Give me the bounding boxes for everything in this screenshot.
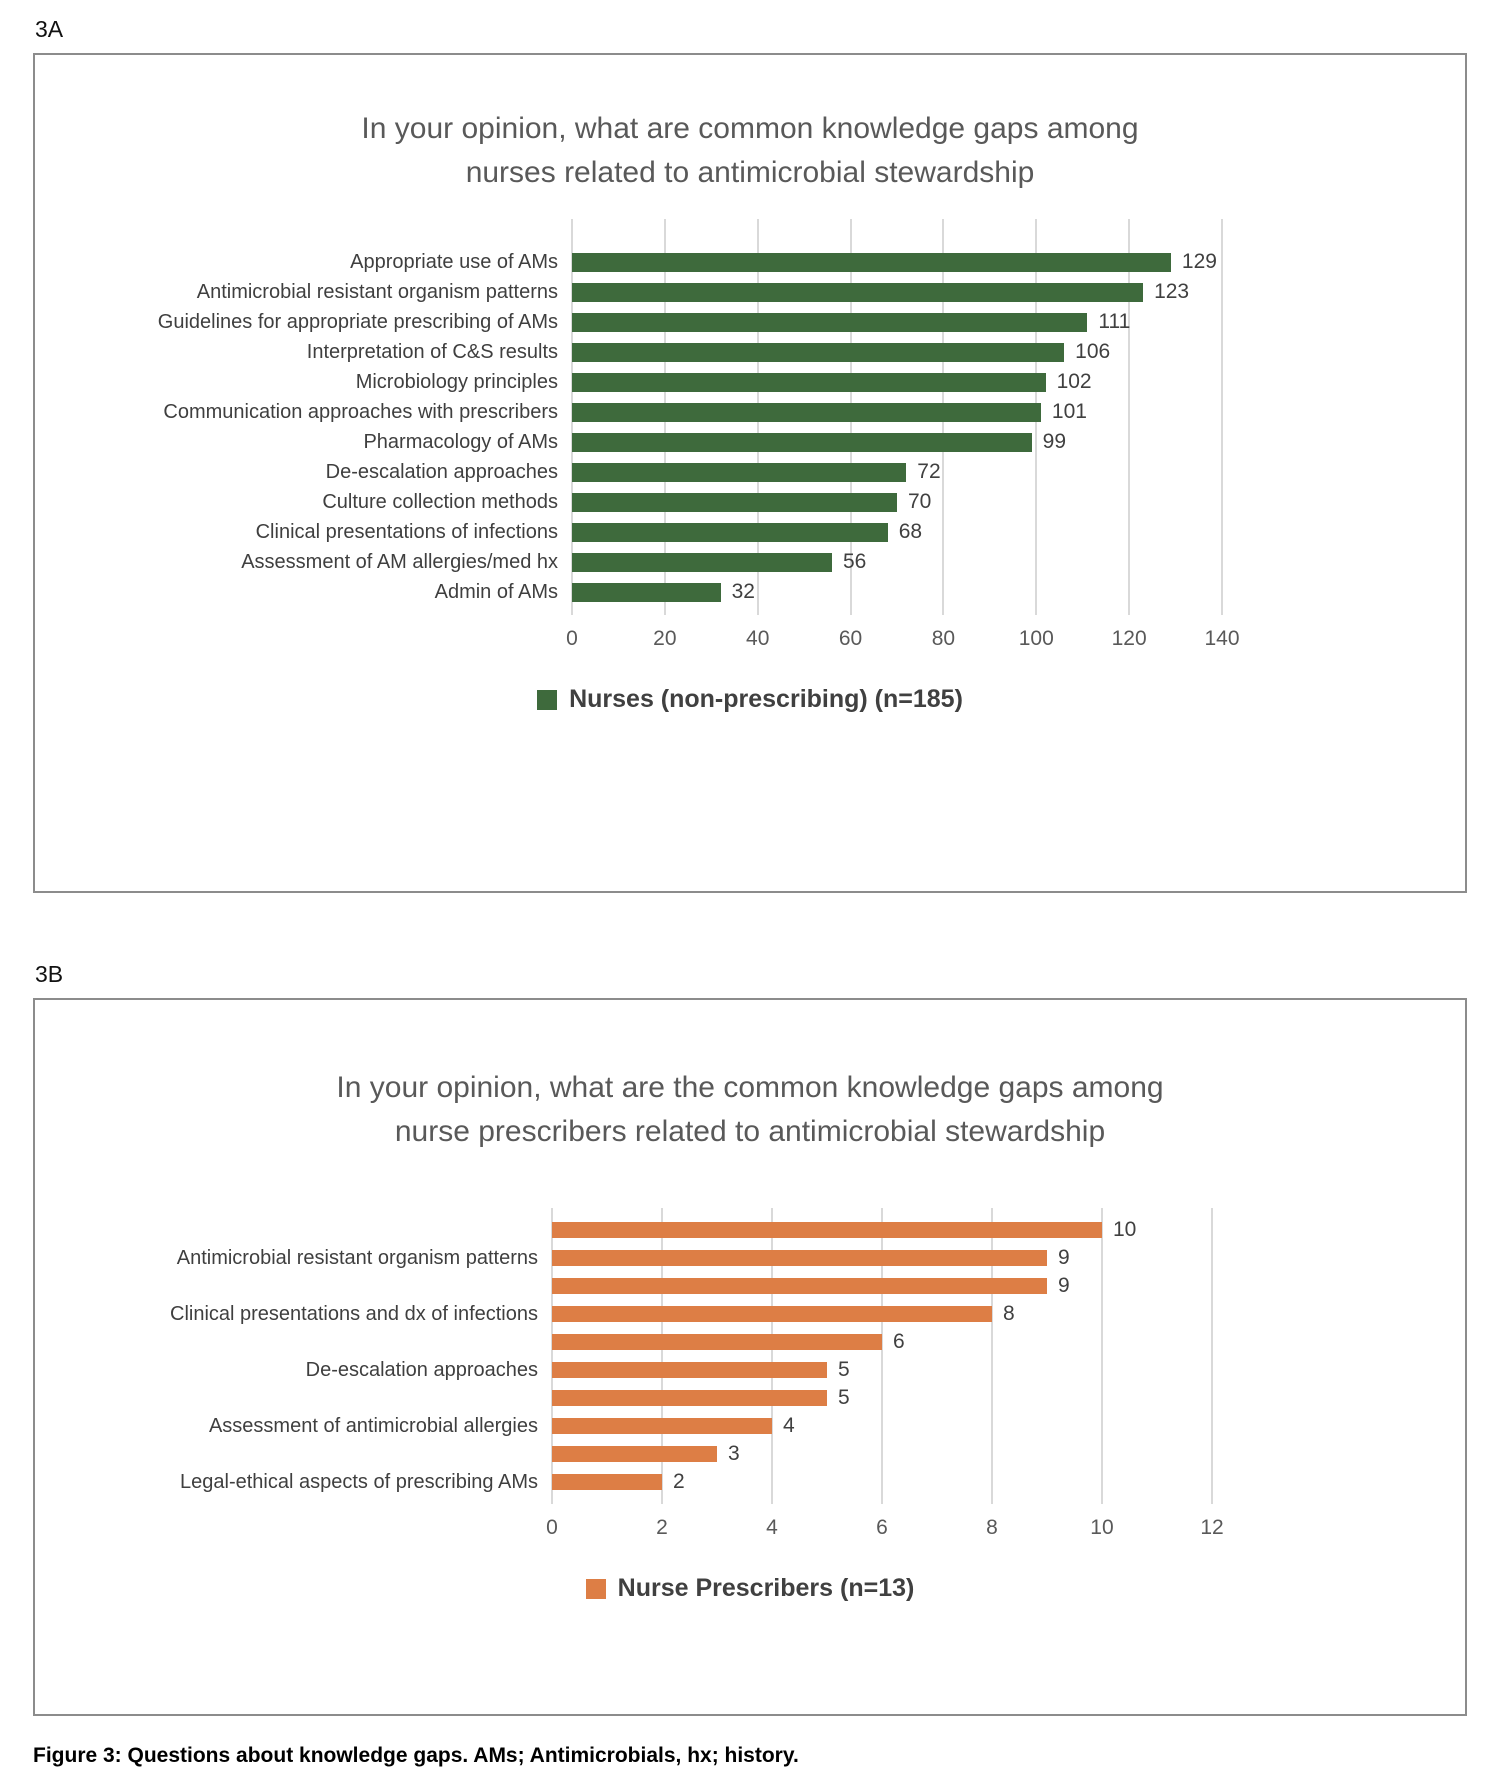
bar-track (572, 490, 1222, 514)
value-label: 5 (838, 1358, 850, 1381)
bar (572, 583, 721, 602)
bar-row (35, 277, 1465, 307)
legend-swatch (537, 690, 557, 710)
chart-a (35, 219, 1465, 663)
bar-row (35, 1384, 1465, 1412)
legend-label: Nurses (non-prescribing) (n=185) (569, 685, 963, 713)
bar-row (35, 517, 1465, 547)
x-axis-tick: 4 (766, 1516, 778, 1539)
chart-b (35, 1208, 1465, 1552)
bar-track (572, 460, 1222, 484)
x-axis-tick: 10 (1090, 1516, 1114, 1539)
bar-track (552, 1218, 1212, 1242)
x-axis-tick: 8 (986, 1516, 998, 1539)
category-label: Microbiology principles (355, 370, 558, 393)
bar-row (35, 1440, 1465, 1468)
category-label: Assessment of AM allergies/med hx (241, 550, 558, 573)
bar-row (35, 1468, 1465, 1496)
bar (552, 1390, 827, 1406)
bar (572, 283, 1143, 302)
bar-row (35, 427, 1465, 457)
bar-row (35, 1412, 1465, 1440)
bar-track (552, 1274, 1212, 1298)
category-label: Clinical presentations of infections (255, 520, 558, 543)
category-label: Antimicrobial resistant organism patterns (176, 1246, 538, 1269)
bar (572, 253, 1171, 272)
bar-track (572, 580, 1222, 604)
value-label: 111 (1098, 310, 1131, 333)
legend-label: Nurse Prescribers (n=13) (617, 1574, 915, 1602)
bar-row (35, 247, 1465, 277)
category-label: Assessment of antimicrobial allergies (208, 1414, 538, 1437)
legend-swatch (586, 1579, 606, 1599)
x-axis-tick: 140 (1204, 627, 1240, 650)
value-label: 101 (1051, 400, 1087, 423)
bar (572, 493, 897, 512)
category-label: De-escalation approaches (305, 1358, 538, 1381)
bar-row (35, 1356, 1465, 1384)
bar-track (552, 1442, 1212, 1466)
bar (552, 1474, 662, 1490)
category-label: Guidelines for appropriate prescribing of AMs (157, 310, 558, 333)
x-axis-tick: 120 (1111, 627, 1147, 650)
bar (552, 1362, 827, 1378)
chart-a-title: In your opinion, what are common knowledge gaps among nurses related to antimicrobial stewardship (361, 112, 1139, 189)
category-label: Admin of AMs (434, 580, 558, 603)
bar (552, 1222, 1102, 1238)
bar-track (552, 1386, 1212, 1410)
bar (552, 1278, 1047, 1294)
x-axis-tick: 6 (876, 1516, 888, 1539)
bar (572, 463, 906, 482)
bar-row (35, 1244, 1465, 1272)
category-label: Culture collection methods (322, 490, 558, 513)
value-label: 32 (731, 580, 755, 603)
category-label: Communication approaches with prescribers (163, 400, 558, 423)
x-axis-tick: 0 (546, 1516, 558, 1539)
value-label: 106 (1075, 340, 1111, 363)
bar (572, 373, 1046, 392)
bar-track (552, 1414, 1212, 1438)
bar (552, 1418, 772, 1434)
bar-row (35, 307, 1465, 337)
chart-b-title: In your opinion, what are the common knowledge gaps among nurse prescribers related to antimicrobial stewardship (336, 1071, 1164, 1148)
bar-row (35, 1300, 1465, 1328)
bar-track (552, 1358, 1212, 1382)
x-axis-tick: 40 (746, 627, 770, 650)
bar-track (572, 280, 1222, 304)
x-axis-tick: 60 (838, 627, 863, 650)
value-label: 6 (893, 1330, 905, 1353)
bar (552, 1250, 1047, 1266)
bar-row (35, 1216, 1465, 1244)
bar-row (35, 547, 1465, 577)
bar (572, 553, 832, 572)
chart-b-legend (35, 1574, 1465, 1603)
bar (552, 1334, 882, 1350)
bar-track (572, 550, 1222, 574)
figure-caption: Figure 3: Questions about knowledge gaps. AMs; Antimicrobials, hx; history. (33, 1744, 799, 1767)
panel-b-label: 3B (35, 961, 64, 987)
value-label: 4 (783, 1414, 795, 1437)
x-axis-tick: 100 (1018, 627, 1054, 650)
x-axis-tick: 20 (653, 627, 677, 650)
bar-row (35, 457, 1465, 487)
bar (552, 1306, 992, 1322)
category-label: Pharmacology of AMs (363, 430, 558, 453)
bar-track (552, 1246, 1212, 1270)
bar-row (35, 337, 1465, 367)
category-label: Clinical presentations and dx of infections (170, 1302, 538, 1325)
x-axis-tick: 2 (656, 1516, 668, 1539)
value-label: 123 (1154, 280, 1190, 303)
chart-a-rows (35, 219, 1465, 615)
category-label: Interpretation of C&S results (306, 340, 558, 363)
panel-b (33, 998, 1467, 1716)
bar (552, 1446, 717, 1462)
bar-track (572, 250, 1222, 274)
x-axis-tick: 12 (1200, 1516, 1224, 1539)
chart-b-rows (35, 1208, 1465, 1504)
chart-a-x-axis (566, 615, 1240, 663)
value-label: 5 (838, 1386, 850, 1409)
value-label: 9 (1058, 1246, 1070, 1269)
bar-track (552, 1470, 1212, 1494)
bar-track (552, 1330, 1212, 1354)
value-label: 56 (843, 550, 867, 573)
x-axis-tick: 0 (566, 627, 578, 650)
value-label: 9 (1058, 1274, 1070, 1297)
value-label: 70 (908, 490, 932, 513)
bar-row (35, 1272, 1465, 1300)
bar-row (35, 397, 1465, 427)
value-label: 72 (917, 460, 941, 483)
chart-a-legend (35, 685, 1465, 714)
bar-row (35, 367, 1465, 397)
bar-track (552, 1302, 1212, 1326)
bar-track (572, 430, 1222, 454)
panel-a-label: 3A (35, 16, 64, 42)
bar (572, 313, 1087, 332)
bar-track (572, 400, 1222, 424)
x-axis-tick: 80 (931, 627, 956, 650)
category-label: De-escalation approaches (325, 460, 558, 483)
bar-track (572, 340, 1222, 364)
bar-row (35, 577, 1465, 607)
bar (572, 403, 1041, 422)
chart-b-x-axis (546, 1504, 1224, 1552)
value-label: 99 (1042, 430, 1066, 453)
value-label: 2 (673, 1470, 685, 1493)
bar (572, 343, 1064, 362)
category-label: Appropriate use of AMs (350, 250, 558, 273)
bar-track (572, 310, 1222, 334)
panel-a (33, 53, 1467, 893)
value-label: 8 (1003, 1302, 1015, 1325)
category-label: Antimicrobial resistant organism patterns (196, 280, 558, 303)
bar-track (572, 370, 1222, 394)
bar-row (35, 1328, 1465, 1356)
category-label: Legal-ethical aspects of prescribing AMs (180, 1470, 538, 1493)
value-label: 129 (1181, 250, 1217, 273)
value-label: 10 (1113, 1218, 1137, 1241)
bar (572, 523, 888, 542)
bar-row (35, 487, 1465, 517)
value-label: 102 (1056, 370, 1092, 393)
value-label: 68 (898, 520, 923, 543)
value-label: 3 (728, 1442, 740, 1465)
bar (572, 433, 1032, 452)
bar-track (572, 520, 1222, 544)
